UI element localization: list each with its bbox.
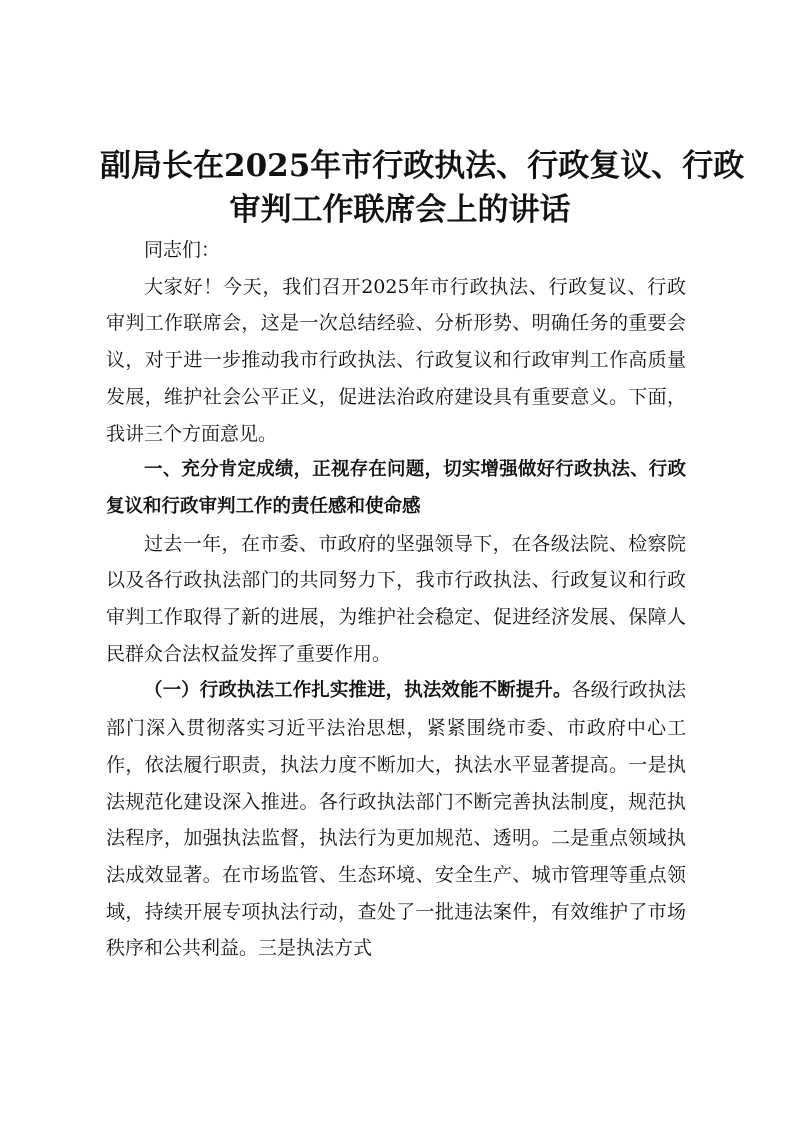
past-year-paragraph: 过去一年，在市委、市政府的坚强领导下，在各级法院、检察院以及各行政执法部门的共同努力下，我市行政执法、行政复议和行政审判工作取得了新的进展，为维护社会稳定、促进经济发展、保障人民群众合法权益发挥了重要作用。 <box>106 532 686 665</box>
title-line-1: 副局长在2025年市行政执法、行政复议、行政 <box>100 148 745 184</box>
document-body <box>106 232 686 967</box>
intro-paragraph: 大家好！今天，我们召开2025年市行政执法、行政复议、行政审判工作联席会，这是一次总结经验、分析形势、明确任务的重要会议，对于进一步推动我市行政执法、行政复议和行政审判工作高质量发展，维护社会公平正义，促进法治政府建设具有重要意义。下面，我讲三个方面意见。 <box>106 275 686 445</box>
greeting: 同志们： <box>144 239 221 261</box>
title-line-2: 审判工作联席会上的讲话 <box>229 192 571 228</box>
section-heading-1: 一、充分肯定成绩，正视存在问题，切实增强做好行政执法、行政复议和行政审判工作的责任感和使命感 <box>106 459 686 517</box>
document-title <box>100 144 745 232</box>
subsection-1-text: 各级行政执法部门深入贯彻落实习近平法治思想，紧紧围绕市委、市政府中心工作，依法履行职责，执法力度不断加大，执法水平显著提高。一是执法规范化建设深入推进。各行政执法部门不断完善执法制度，规范执法程序，加强执法监督，执法行为更加规范、透明。二是重点领域执法成效显著。在市场监管、生态环境、安全生产、城市管理等重点领域，持续开展专项执法行动，查处了一批违法案件，有效维护了市场秩序和公共利益。三是执法方式 <box>106 679 686 960</box>
subsection-1-lead: （一）行政执法工作扎实推进，执法效能不断提升。 <box>144 680 572 702</box>
subsection-1-paragraph <box>106 672 686 967</box>
